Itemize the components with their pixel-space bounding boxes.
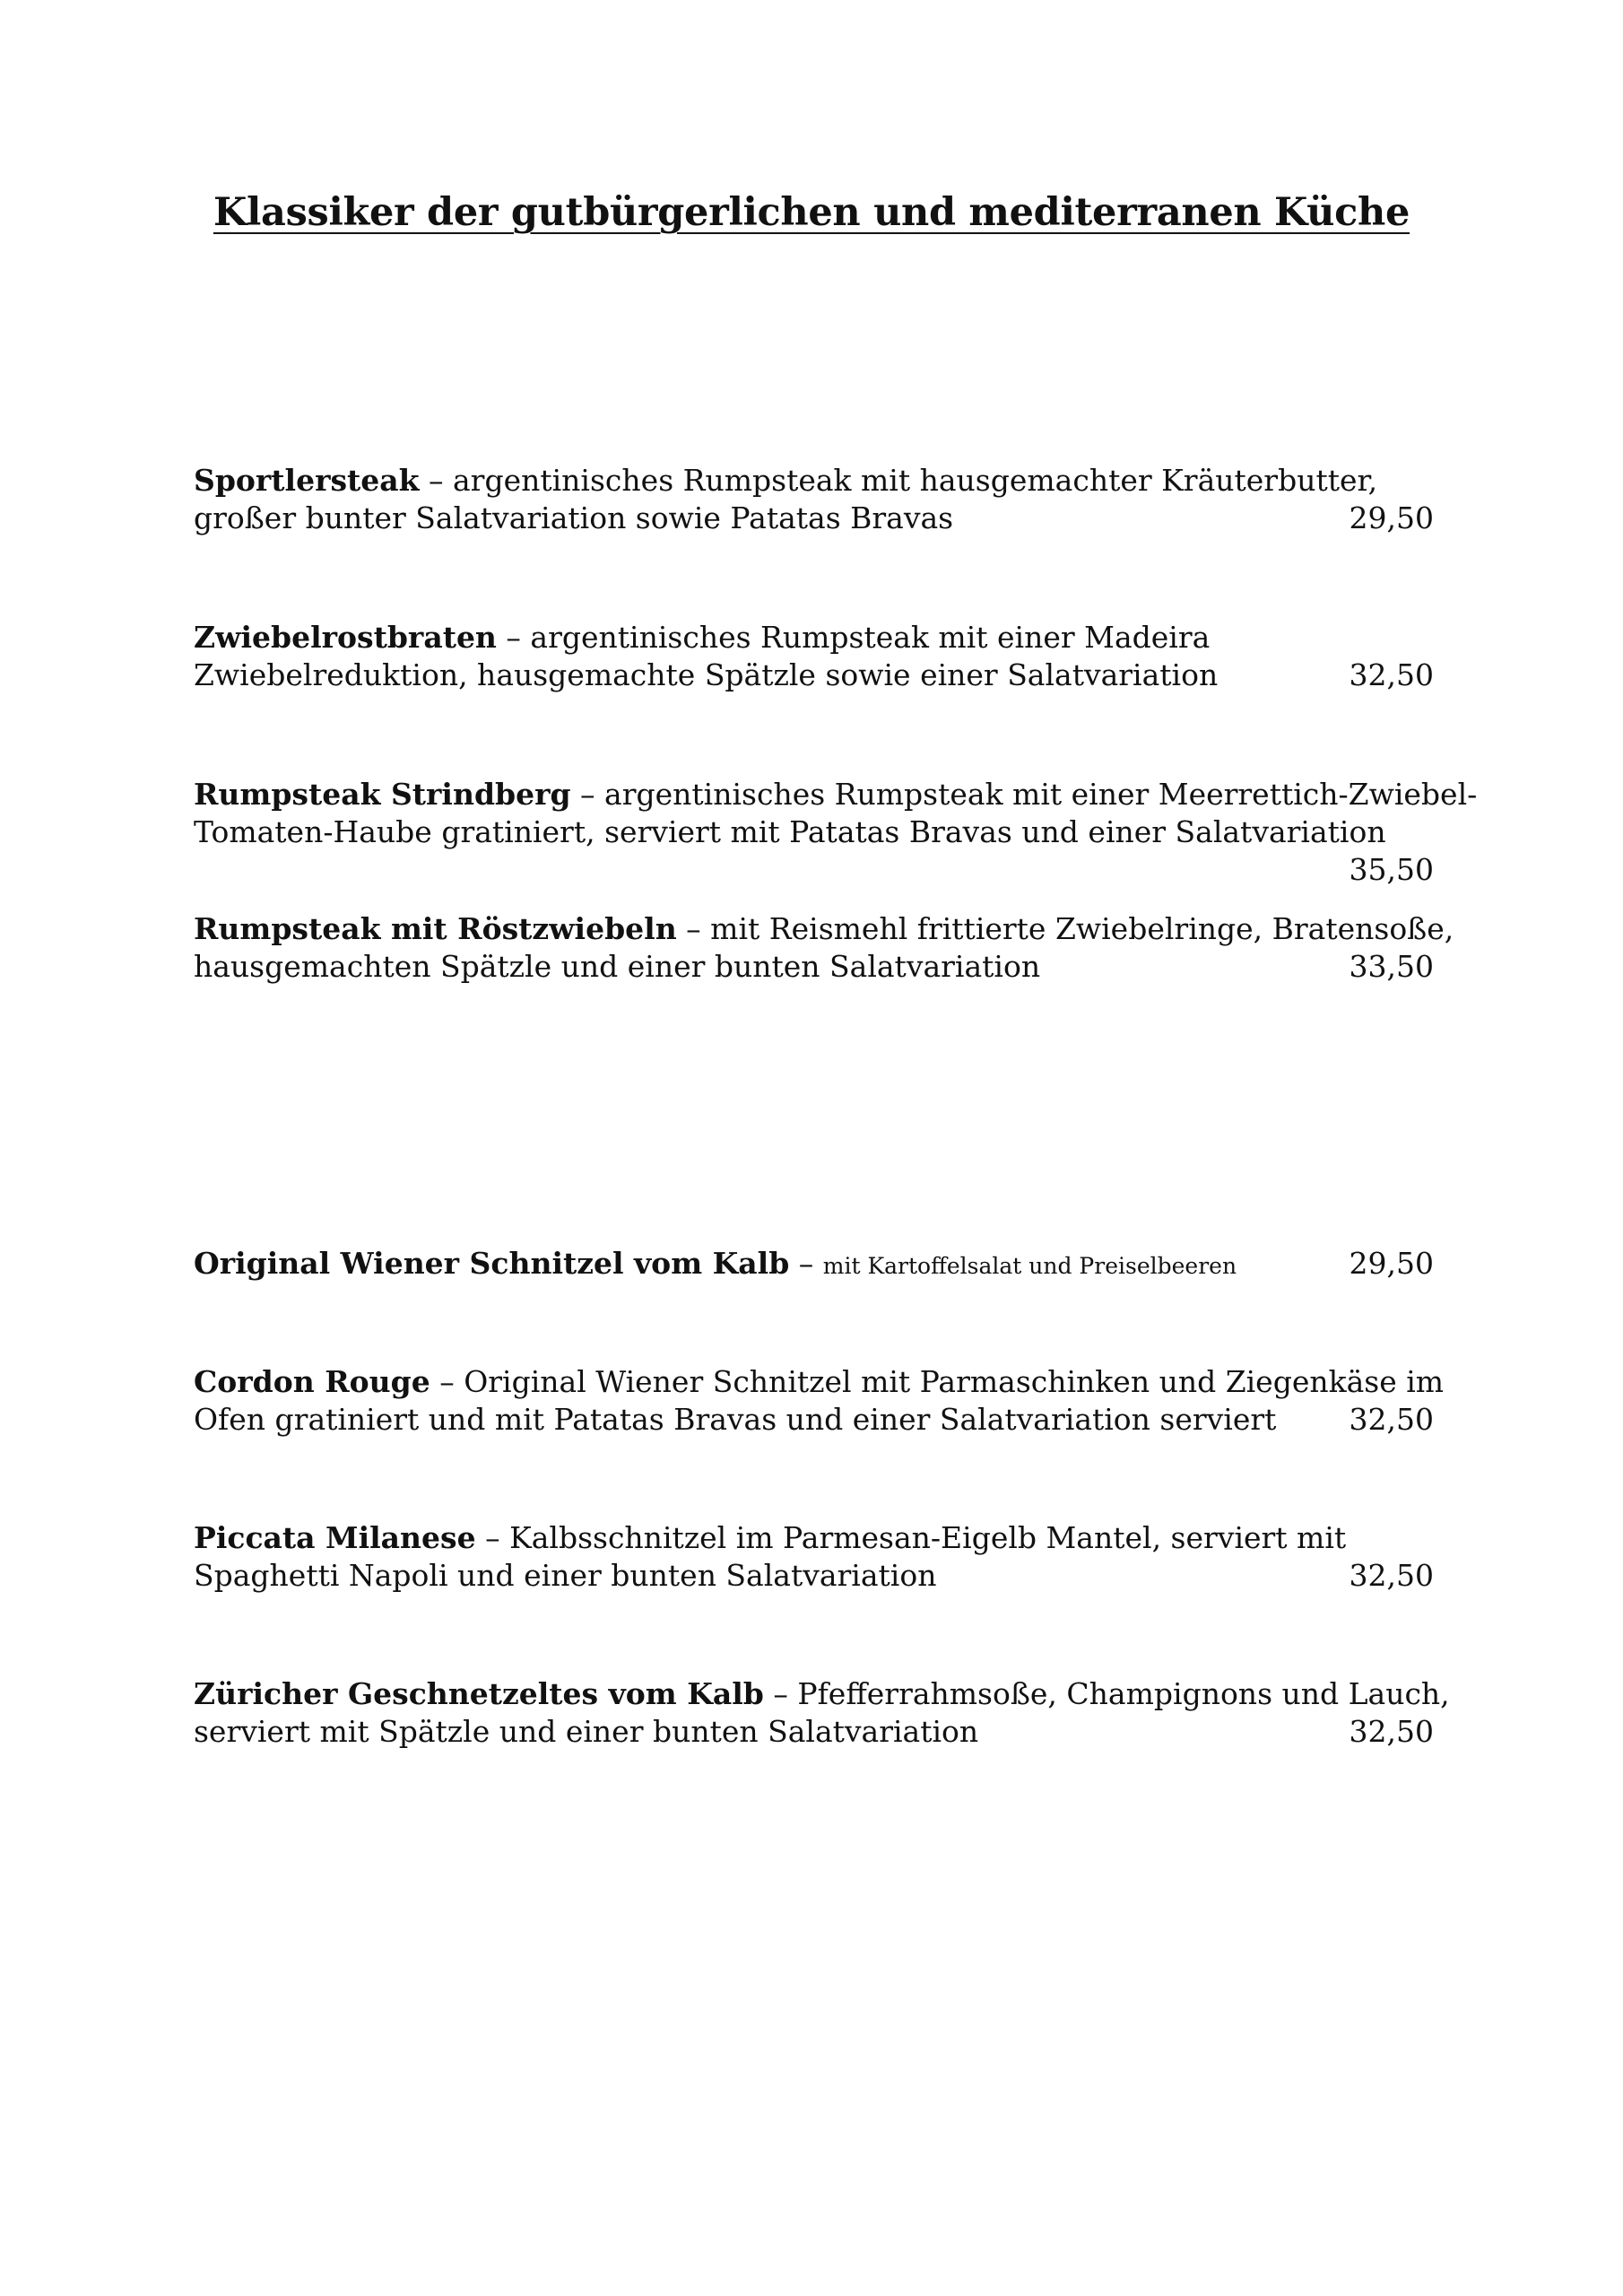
- menu-item-rumpsteak-roestzwiebeln: [194, 910, 1454, 986]
- menu-item-price: 35,50: [1349, 852, 1434, 887]
- menu-item-line: [194, 1675, 1450, 1713]
- menu-item-price: 32,50: [1349, 657, 1434, 692]
- menu-item-price: 29,50: [1349, 500, 1434, 535]
- menu-item-description: hausgemachten Spätzle und einer bunten Salatvariation: [194, 949, 1041, 984]
- menu-item-name: Piccata Milanese: [194, 1520, 476, 1555]
- menu-item-description: großer bunter Salatvariation sowie Patatas Bravas: [194, 500, 954, 535]
- menu-item-description: – Pfefferrahmsoße, Champignons und Lauch,: [763, 1676, 1450, 1711]
- menu-item-line: [194, 1401, 1434, 1439]
- menu-item-rumpsteak-strindberg: [194, 776, 1478, 889]
- menu-item-description: – argentinisches Rumpsteak mit einer Meerrettich-Zwiebel-: [570, 777, 1478, 812]
- menu-item-line: [194, 776, 1478, 813]
- menu-item-piccata-milanese: [194, 1519, 1434, 1595]
- menu-item-line: [194, 619, 1434, 657]
- menu-item-description-small: mit Kartoffelsalat und Preiselbeeren: [822, 1253, 1237, 1279]
- menu-item-line: [194, 948, 1434, 986]
- menu-item-wiener-schnitzel: [194, 1245, 1434, 1283]
- page-title: Klassiker der gutbürgerlichen und mediterranen Küche: [213, 190, 1410, 235]
- menu-item-description: Zwiebelreduktion, hausgemachte Spätzle sowie einer Salatvariation: [194, 657, 1219, 692]
- menu-item-description: serviert mit Spätzle und einer bunten Salatvariation: [194, 1714, 979, 1749]
- menu-item-description: Tomaten-Haube gratiniert, serviert mit Patatas Bravas und einer Salatvariation: [194, 814, 1386, 849]
- menu-item-name: Zwiebelrostbraten: [194, 620, 497, 655]
- menu-item-description: Spaghetti Napoli und einer bunten Salatvariation: [194, 1558, 937, 1593]
- menu-item-cordon-rouge: [194, 1363, 1445, 1439]
- menu-item-price: 33,50: [1349, 949, 1434, 984]
- menu-item-name: Original Wiener Schnitzel vom Kalb: [194, 1246, 790, 1281]
- menu-item-description: – Kalbsschnitzel im Parmesan-Eigelb Mantel, serviert mit: [475, 1520, 1347, 1555]
- menu-item-line: [194, 1363, 1445, 1401]
- menu-item-zuericher-geschnetzeltes: [194, 1675, 1450, 1751]
- menu-item-name: Cordon Rouge: [194, 1364, 430, 1399]
- menu-item-line: [194, 500, 1434, 537]
- menu-item-line: [194, 1557, 1434, 1595]
- menu-item-price: 29,50: [1349, 1246, 1434, 1281]
- menu-item-price: 32,50: [1349, 1402, 1434, 1437]
- menu-item-line: [194, 1519, 1434, 1557]
- menu-item-sportlersteak: [194, 462, 1434, 537]
- menu-item-description: – Original Wiener Schnitzel mit Parmaschinken und Ziegenkäse im: [430, 1364, 1445, 1399]
- menu-item-name: Rumpsteak Strindberg: [194, 777, 571, 812]
- menu-item-name: Sportlersteak: [194, 463, 420, 498]
- menu-item-name: Züricher Geschnetzeltes vom Kalb: [194, 1676, 764, 1711]
- menu-item-description: – argentinisches Rumpsteak mit einer Madeira: [496, 620, 1211, 655]
- menu-item-line: [194, 813, 1434, 851]
- menu-item-name: Rumpsteak mit Röstzwiebeln: [194, 911, 677, 946]
- menu-item-line: [194, 851, 1434, 889]
- menu-item-price: 32,50: [1349, 1558, 1434, 1593]
- menu-item-description: – mit Reismehl frittierte Zwiebelringe, Bratensoße,: [676, 911, 1454, 946]
- menu-item-line: [194, 1713, 1434, 1751]
- menu-item-line: [194, 1245, 1434, 1283]
- menu-item-line: [194, 462, 1434, 500]
- menu-item-description: Ofen gratiniert und mit Patatas Bravas und einer Salatvariation serviert: [194, 1402, 1277, 1437]
- menu-item-line: [194, 910, 1454, 948]
- menu-item-description: –: [789, 1246, 823, 1281]
- menu-item-price: 32,50: [1349, 1714, 1434, 1749]
- menu-item-zwiebelrostbraten: [194, 619, 1434, 694]
- menu-item-description: – argentinisches Rumpsteak mit hausgemachter Kräuterbutter,: [419, 463, 1378, 498]
- menu-item-line: [194, 657, 1434, 694]
